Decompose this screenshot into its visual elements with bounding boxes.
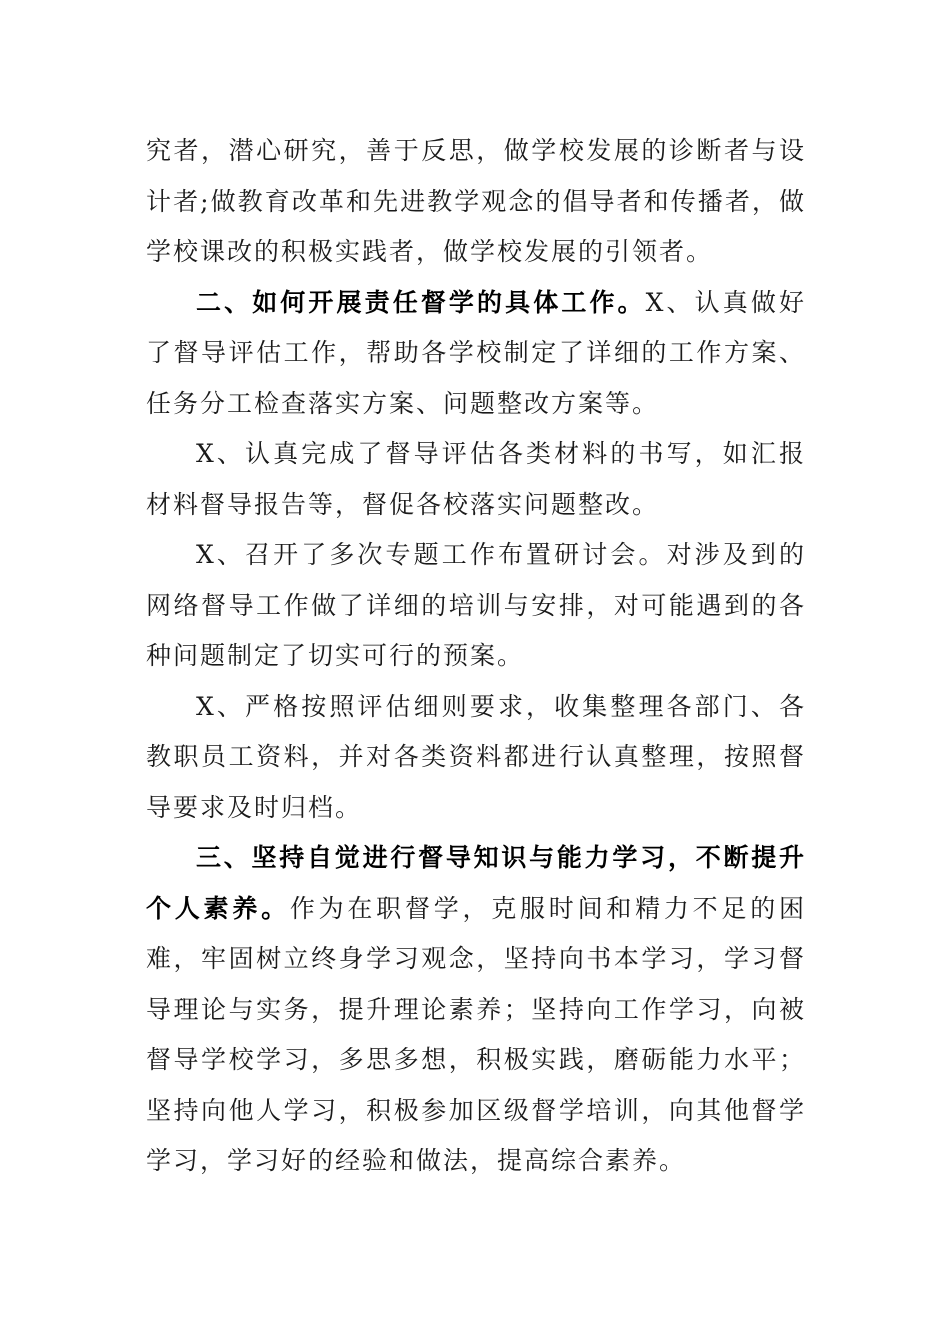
paragraph-item — [146, 429, 806, 530]
section-heading-three: 三、坚持自觉进行督导知识与能力学习，不断提升个人素养。 — [146, 843, 806, 923]
paragraph-item — [146, 530, 806, 682]
paragraph-text: X、认真做好了督导评估工作，帮助各学校制定了详细的工作方案、任务分工检查落实方案、问题整改方案等。 — [146, 287, 806, 418]
paragraph-continuation — [146, 126, 806, 278]
paragraph-item — [146, 682, 806, 834]
paragraph-text: X、召开了多次专题工作布置研讨会。对涉及到的网络督导工作做了详细的培训与安排，对可能遇到的各种问题制定了切实可行的预案。 — [146, 540, 806, 670]
paragraph-section-three — [146, 833, 806, 1187]
paragraph-section-two — [146, 278, 806, 430]
document-body — [146, 126, 806, 1187]
paragraph-text: 究者，潜心研究，善于反思，做学校发展的诊断者与设计者;做教育改革和先进教学观念的倡导者和传播者，做学校课改的积极实践者，做学校发展的引领者。 — [146, 136, 806, 266]
paragraph-text: 作为在职督学，克服时间和精力不足的困难，牢固树立终身学习观念，坚持向书本学习，学习督导理论与实务，提升理论素养；坚持向工作学习，向被督导学校学习，多思多想，积极实践，磨砺能力水平；坚持向他人学习，积极参加区级督学培训，向其他督学学习，学习好的经验和做法，提高综合素养。 — [146, 893, 806, 1175]
paragraph-text: X、认真完成了督导评估各类材料的书写，如汇报材料督导报告等，督促各校落实问题整改。 — [146, 439, 806, 519]
paragraph-text: X、严格按照评估细则要求，收集整理各部门、各教职员工资料，并对各类资料都进行认真整理，按照督导要求及时归档。 — [146, 691, 806, 822]
section-heading-two: 二、如何开展责任督学的具体工作。 — [196, 287, 646, 317]
